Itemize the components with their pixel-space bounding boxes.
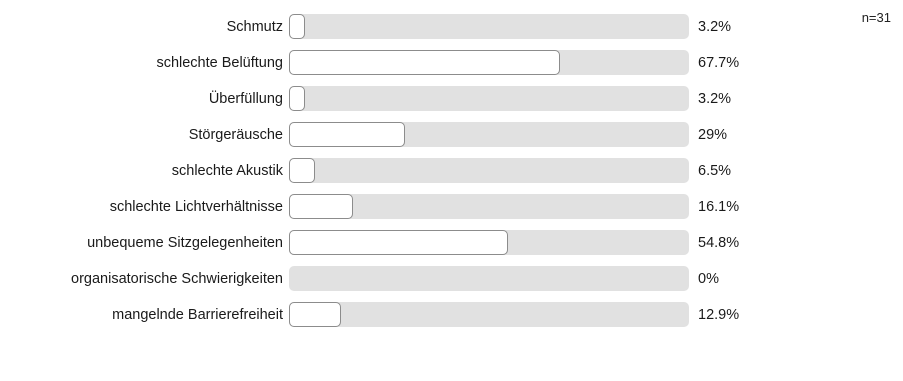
chart-row (0, 82, 903, 118)
category-label: mangelnde Barrierefreiheit (112, 307, 283, 323)
bar (289, 14, 305, 39)
bar-track (289, 302, 689, 327)
value-label: 3.2% (698, 91, 732, 107)
value-label: 6.5% (698, 163, 732, 179)
chart-row (0, 46, 903, 82)
bar-track (289, 266, 689, 291)
bar-track (289, 230, 689, 255)
chart-row (0, 298, 903, 334)
chart-row (0, 10, 903, 46)
chart-row (0, 226, 903, 262)
bar (289, 122, 405, 147)
bar (289, 302, 341, 327)
bar (289, 158, 315, 183)
chart-row (0, 262, 903, 298)
category-label: Überfüllung (208, 91, 283, 107)
category-label: unbequeme Sitzgelegenheiten (87, 235, 283, 251)
value-label: 16.1% (698, 199, 740, 215)
bar (289, 50, 560, 75)
bar-track (289, 86, 689, 111)
bar-track (289, 14, 689, 39)
category-label: schlechte Belüftung (156, 55, 283, 71)
chart-row (0, 118, 903, 154)
bar-track (289, 194, 689, 219)
value-label: 67.7% (698, 55, 740, 71)
value-label: 29% (698, 127, 728, 143)
bar-chart (0, 10, 903, 334)
chart-row (0, 154, 903, 190)
category-label: schlechte Lichtverhältnisse (109, 199, 283, 215)
bar (289, 194, 353, 219)
sample-size-label: n=31 (861, 10, 891, 25)
value-label: 12.9% (698, 307, 740, 323)
chart-row (0, 190, 903, 226)
value-label: 3.2% (698, 19, 732, 35)
category-label: Schmutz (226, 19, 283, 35)
value-label: 54.8% (698, 235, 740, 251)
bar-track (289, 50, 689, 75)
bar-track (289, 122, 689, 147)
bar (289, 230, 508, 255)
category-label: organisatorische Schwierigkeiten (71, 271, 283, 287)
category-label: Störgeräusche (188, 127, 283, 143)
category-label: schlechte Akustik (171, 163, 283, 179)
bar-track (289, 158, 689, 183)
value-label: 0% (698, 271, 719, 287)
bar (289, 86, 305, 111)
